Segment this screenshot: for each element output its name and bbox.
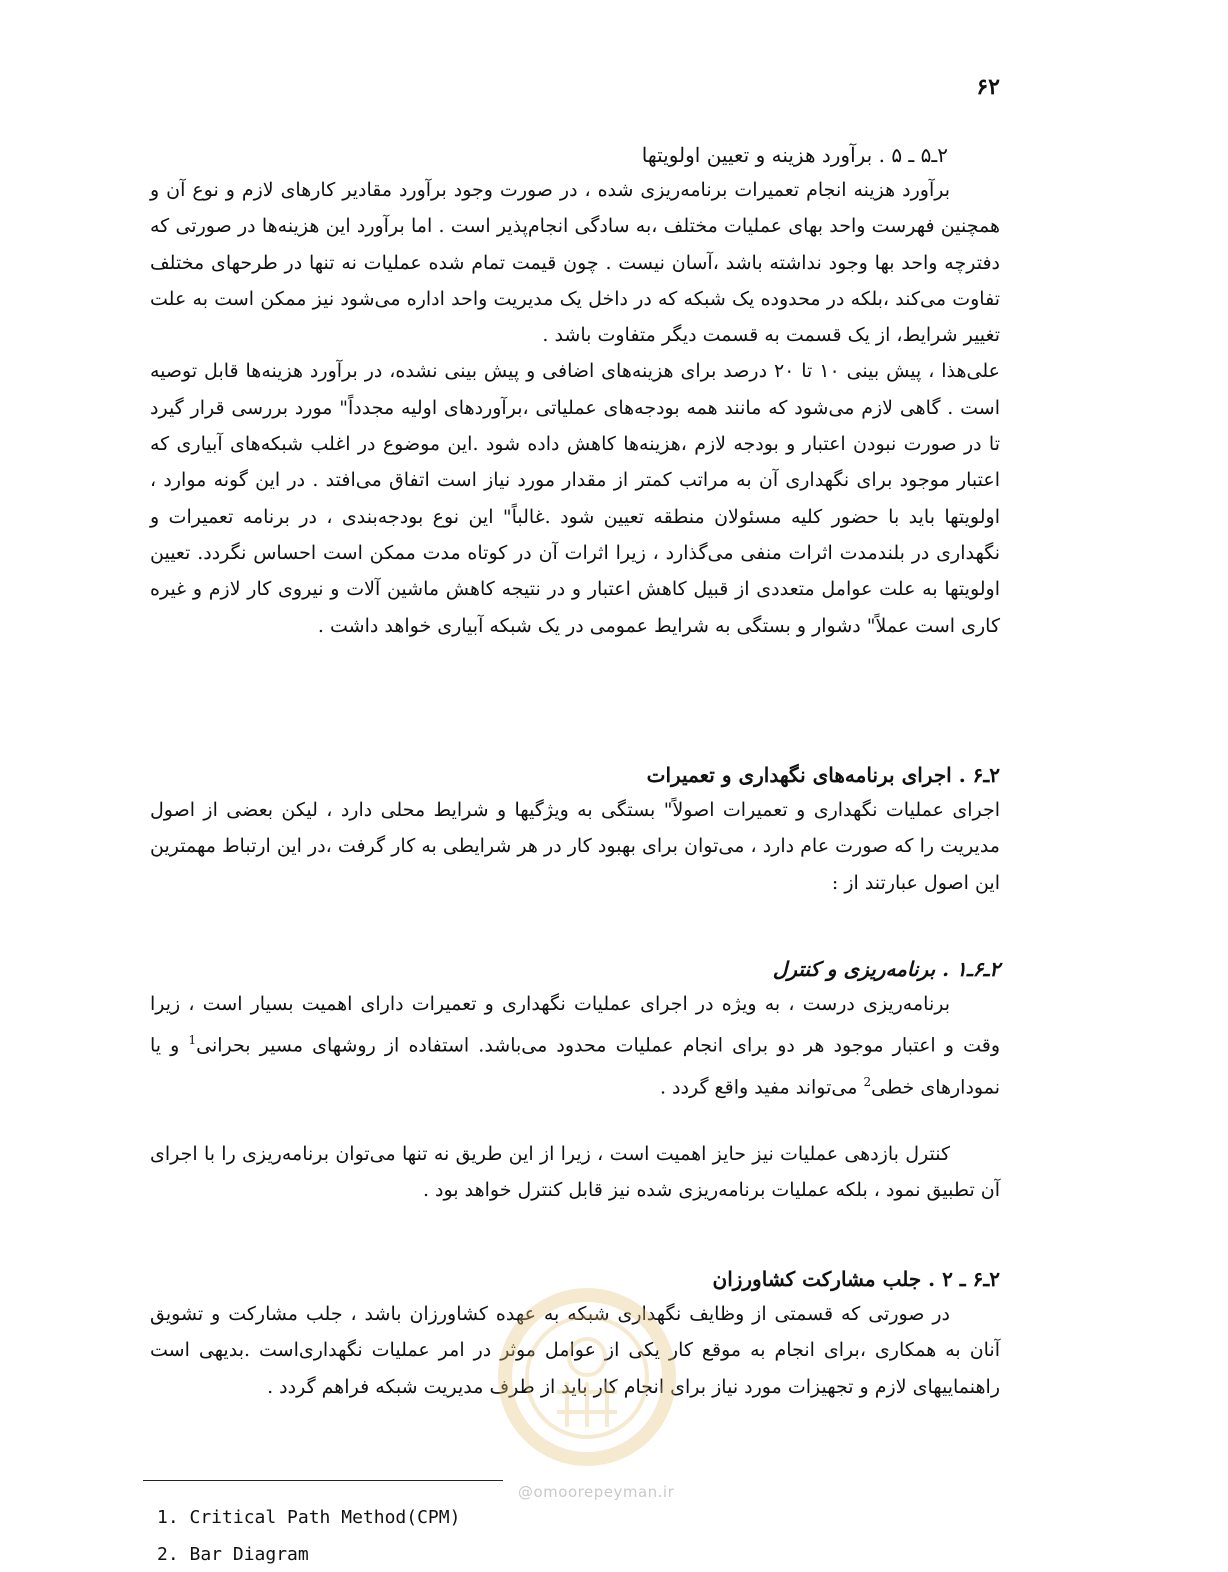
section-2-6 [150, 758, 1000, 901]
section-heading: ۲ـ۵ ـ ۵ . برآورد هزینه و تعیین اولویتها [641, 143, 948, 167]
section-heading: ۲ـ۶ـ۱ . برنامه‌ریزی و کنترل [772, 957, 1000, 981]
paragraph-text: می‌تواند مفید واقع گردد . [659, 1076, 864, 1099]
footnote-1: 1. Critical Path Method(CPM) [157, 1507, 461, 1528]
section-heading: ۲ـ۶ ـ ۲ . جلب مشارکت کشاورزان [712, 1267, 1000, 1291]
section-2-5-5 [150, 138, 1000, 644]
paragraph [150, 986, 1000, 1106]
footnote-divider [143, 1480, 503, 1481]
paragraph-text: برنامه‌ریزی درست ، به ویژه در اجرای عملیات نگهداری و تعمیرات دارای اهمیت بسیار است ، زیرا وقت و اعتبار موجود هر دو برای انجام عملیات محدود می‌باشد. استفاده از روشهای مسیر بحرانی [150, 993, 1000, 1057]
footnote-2: 2. Bar Diagram [157, 1544, 309, 1565]
section-heading: ۲ـ۶ . اجرای برنامه‌های نگهداری و تعمیرات [646, 763, 1000, 787]
section-2-6-1 [150, 952, 1000, 1208]
paragraph-text: و یا نمودارهای خطی [150, 1034, 1000, 1099]
paragraph: کنترل بازدهی عملیات نیز حایز اهمیت است ، زیرا از این طریق نه تنها می‌توان برنامه‌ریزی را با اجرای آن تطبیق نمود ، بلکه عملیات برنامه‌ریزی شده نیز قابل کنترل خواهد بود . [150, 1142, 1000, 1201]
seal-logo-icon [497, 1262, 677, 1492]
footnote-marker: 1 [188, 1033, 197, 1048]
paragraph: اجرای عملیات نگهداری و تعمیرات اصولاً" بستگی به ویژگیها و شرایط محلی دارد ، لیکن بعضی از اصول مدیریت را که صورت عام دارد ، می‌توان برای بهبود کار در هر شرایطی به کار گرفت ،در این ارتباط مهمترین این اصول عبارتند از : [150, 799, 1000, 894]
paragraph: برآورد هزینه انجام تعمیرات برنامه‌ریزی شده ، در صورت وجود برآورد مقادیر کارهای لازم و نوع آن و همچنین فهرست واحد بهای عملیات مختلف ،به سادگی انجام‌پذیر است . اما برآورد این هزینه‌ها در صورتی که دفترچه واحد بها وجود نداشته باشد ،آسان نیست . چون قیمت تمام شده عملیات نه تنها در طرحهای مختلف تفاوت می‌کند ،بلکه در محدوده یک شبکه که در داخل یک مدیریت واحد اداره می‌شود نیز ممکن است به علت تغییر شرایط، از یک قسمت به قسمت دیگر متفاوت باشد . [150, 179, 1000, 347]
footnote-marker: 2 [863, 1074, 872, 1089]
watermark-text: @omoorepeyman.ir [518, 1483, 675, 1501]
page-number: ۶۲ [976, 74, 1000, 100]
paragraph: علی‌هذا ، پیش بینی ۱۰ تا ۲۰ درصد برای هزینه‌های اضافی و پیش بینی نشده، در برآورد هزینه‌ها قابل توصیه است . گاهی لازم می‌شود که مانند همه بودجه‌های عملیاتی ،برآوردهای اولیه مجدداً" مورد بررسی قرار گیرد تا در صورت نبودن اعتبار و بودجه لازم ،هزینه‌ها کاهش داده شود .این موضوع در اغلب شبکه‌های آبیاری که اعتبار موجود برای نگهداری آن به مراتب کمتر از مقدار مورد نیاز است اتفاق می‌افتد . در این گونه موارد ، اولویتها باید با حضور کلیه مسئولان منطقه تعیین شود .غالباً" این نوع بودجه‌بندی ، در برنامه تعمیرات و نگهداری در بلندمدت اثرات منفی می‌گذارد ، زیرا اثرات آن در کوتاه مدت ممکن است احساس نگردد. تعیین اولویتها به علت عوامل متعددی از قبیل کاهش اعتبار و در نتیجه کاهش ماشین آلات و نیروی کار لازم و غیره کاری است عملاً" دشوار و بستگی به شرایط عمومی در یک شبکه آبیاری خواهد داشت . [150, 360, 1000, 637]
paragraph: در صورتی که قسمتی از وظایف نگهداری شبکه به عهده کشاورزان باشد ، جلب مشارکت و تشویق آنان به همکاری ،برای انجام به موقع کار یکی از عوامل موثر در امر عملیات نگهداری‌است .بدیهی است راهنماییهای لازم و تجهیزات مورد نیاز برای انجام کار باید از طرف مدیریت شبکه فراهم گردد . [150, 1303, 1000, 1398]
